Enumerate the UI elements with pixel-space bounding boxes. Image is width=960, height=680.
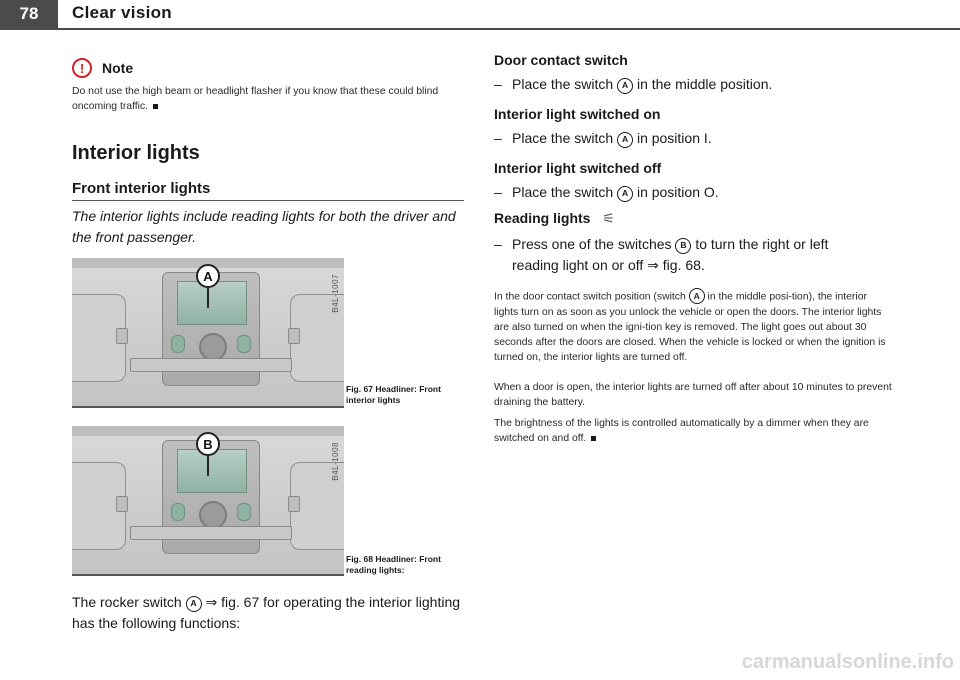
callout-a: A (196, 264, 220, 288)
figure-68-image (72, 426, 344, 576)
visor-clip-left (116, 328, 128, 344)
visor-clip-right (288, 328, 300, 344)
figure-code: B4L-1007 (331, 274, 340, 313)
instruction-text: Place the switch (512, 184, 614, 200)
heading-reading-lights (494, 210, 615, 227)
instruction-text: in the middle position. (636, 76, 773, 92)
console-lens (177, 281, 247, 325)
figure-code: B4L-1008 (331, 442, 340, 481)
note-body: Do not use the high beam or headlight flasher if you know that these could blind oncoming traffic. (72, 86, 439, 112)
switch-a-marker: A (617, 132, 633, 148)
instruction-text: in position O. (636, 184, 719, 200)
heading-text: Reading lights (494, 210, 591, 226)
figure-67-caption (346, 384, 466, 406)
heading-door-contact: Door contact switch (494, 52, 628, 68)
lamp-left (171, 335, 185, 353)
paragraph-text: In the door contact switch position (switch (494, 291, 686, 303)
callout-pointer (207, 288, 209, 308)
instruction-light-on: – Place the switch A in position I. (494, 130, 712, 146)
instruction-text: to turn the right or left (695, 236, 829, 252)
end-mark-icon (153, 104, 158, 109)
figure-67-image (72, 258, 344, 408)
console-handle (130, 526, 292, 540)
visor-clip-right (288, 496, 300, 512)
watermark: carmanualsonline.info (741, 651, 954, 673)
console-handle (130, 358, 292, 372)
paragraph-dimmer (494, 416, 894, 446)
switch-a-marker: A (617, 186, 633, 202)
figure-68-caption (346, 554, 466, 576)
instruction-door-contact: – Place the switch A in the middle position. (494, 76, 773, 92)
instruction-text-line2: reading light on or off ⇒ fig. 68. (512, 257, 705, 273)
body-text-end: for operating the interior lighting has the following functions: (72, 594, 461, 631)
callout-b: B (196, 432, 220, 456)
lamp-right (237, 335, 251, 353)
reading-lamp-right (237, 503, 251, 521)
note-text (72, 84, 464, 114)
instruction-text: Place the switch (512, 130, 614, 146)
figure-reference: ⇒ fig. 67 (205, 594, 260, 610)
switch-b-marker: B (675, 238, 691, 254)
caption-number: Fig. 67 (346, 384, 373, 394)
instruction-text: Press one of the switches (512, 236, 672, 252)
end-mark-icon (591, 436, 596, 441)
subsection-rule (72, 200, 464, 201)
page-number: 78 (0, 0, 58, 28)
intro-text: The interior lights include reading lights for both the driver and the front passenger. (72, 208, 456, 245)
body-text-start: The rocker switch (72, 594, 182, 610)
heading-light-on: Interior light switched on (494, 106, 661, 122)
paragraph-text: in the middle posi-tion), the interior lights turn on as soon as you unlock the vehicle or open the doors. The interior lights are also turned on when the igni-tion key is removed. The light goes out about 30 seconds after the doors are closed. When the vehicle is locked or when the ignition is turned on, the interior lights are turned off. (494, 291, 886, 363)
callout-pointer (207, 456, 209, 476)
reading-lamp-left (171, 503, 185, 521)
switch-a-marker: A (186, 596, 202, 612)
instruction-light-off: – Place the switch A in position O. (494, 184, 719, 200)
console-knob (199, 501, 227, 529)
caption-text: Headliner: Front reading lights: (346, 554, 441, 575)
console-knob (199, 333, 227, 361)
reading-light-icon: ⚟ (602, 210, 615, 226)
running-head: Clear vision (72, 3, 172, 22)
paragraph-door-open: When a door is open, the interior lights are turned off after about 10 minutes to prevent draining the battery. (494, 382, 892, 408)
body-paragraph (72, 592, 464, 634)
caption-number: Fig. 68 (346, 554, 373, 564)
note-icon: ! (72, 58, 92, 78)
switch-a-marker: A (617, 78, 633, 94)
instruction-text: Place the switch (512, 76, 614, 92)
note-header (72, 58, 133, 78)
section-heading: Interior lights (72, 142, 200, 164)
subsection-heading: Front interior lights (72, 180, 211, 197)
paragraph-door-contact (494, 288, 894, 365)
header-rule (0, 28, 960, 30)
note-title: Note (102, 60, 134, 76)
heading-light-off: Interior light switched off (494, 160, 662, 176)
switch-a-marker: A (689, 288, 705, 304)
instruction-text: in position I. (636, 130, 712, 146)
visor-clip-left (116, 496, 128, 512)
paragraph-text: The brightness of the lights is controlled automatically by a dimmer when they are switched on and off. (494, 418, 869, 444)
instruction-reading-lights: – Press one of the switches B to turn the right or left reading light on or off ⇒ fig. 68. (494, 234, 894, 276)
console-lens (177, 449, 247, 493)
caption-text: Headliner: Front interior lights (346, 384, 441, 405)
